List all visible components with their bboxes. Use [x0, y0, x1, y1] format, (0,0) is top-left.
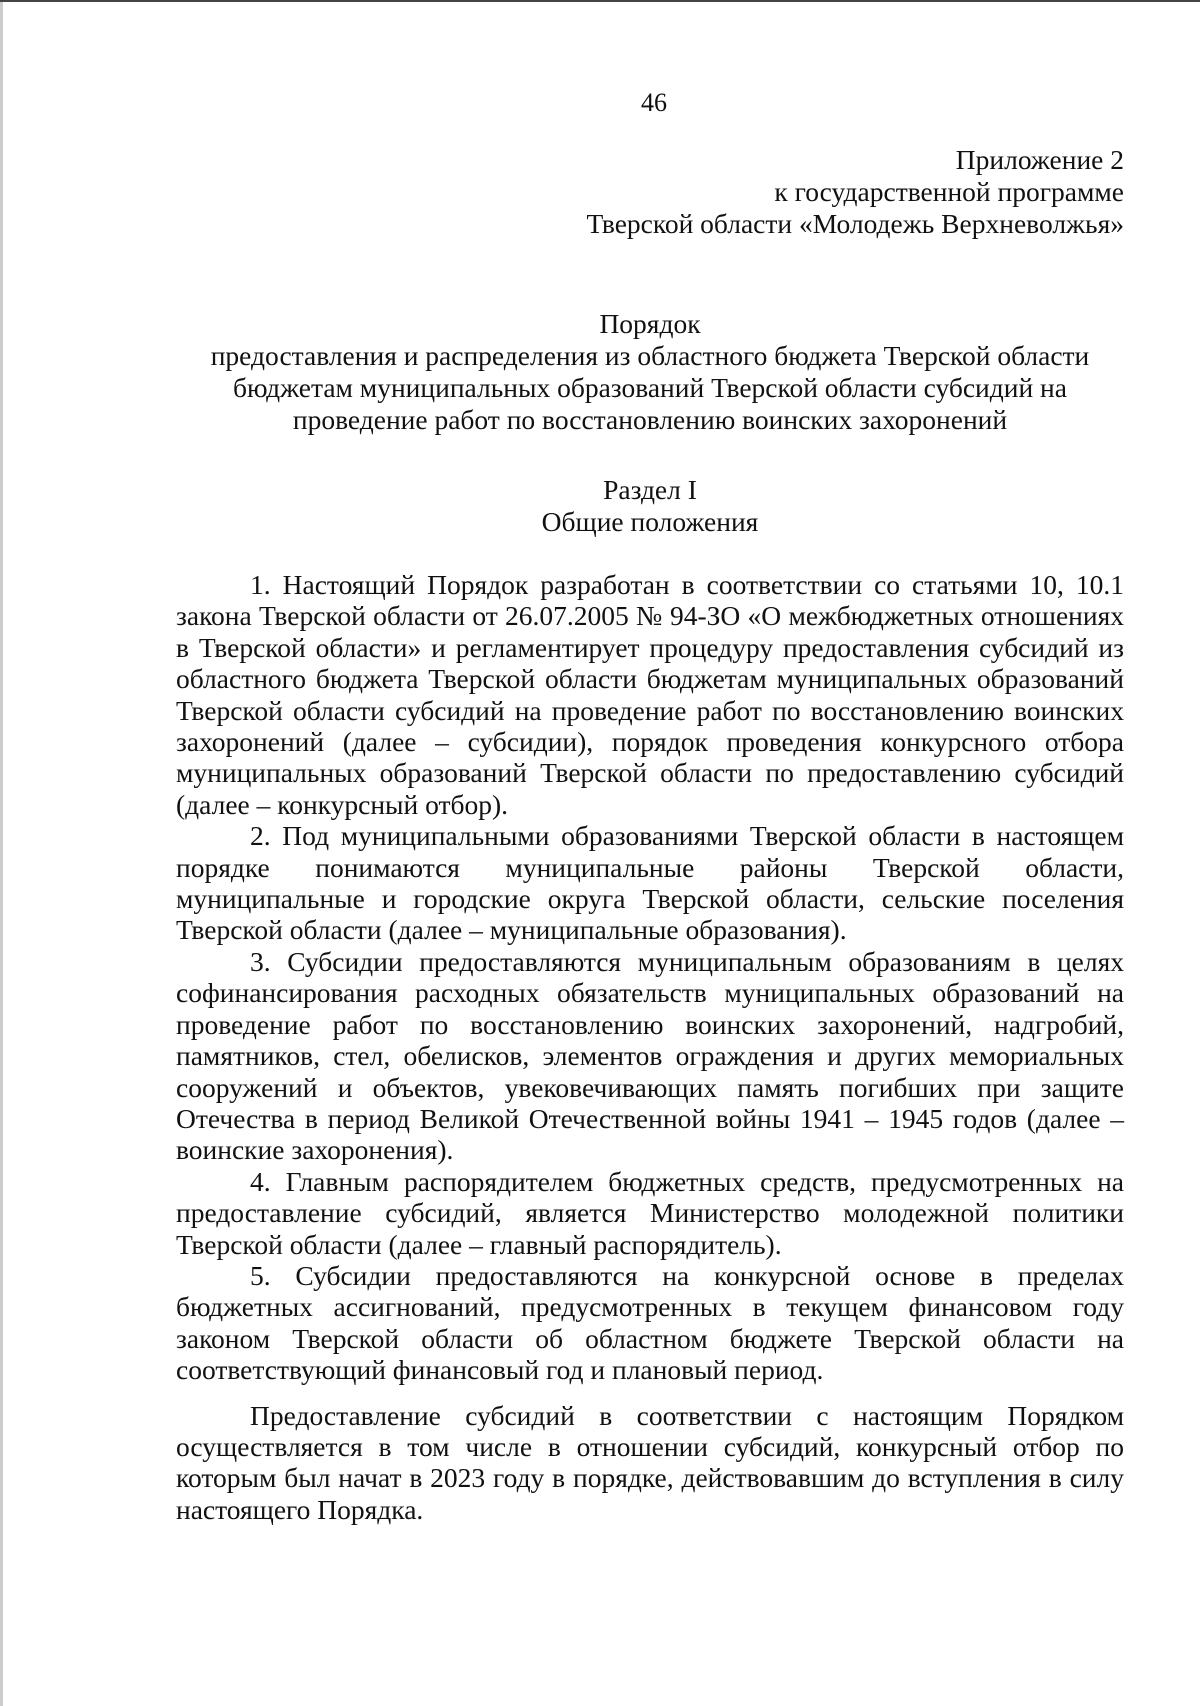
paragraph-2: 2. Под муниципальными образованиями Тверской области в настоящем порядке понимаются муниципальные районы Тверской области, муниципальные и городские округа Тверской области, сельские поселения Тверской области (далее – муниципальные образования). — [176, 820, 1124, 946]
section-name: Общие положения — [541, 506, 759, 537]
page-number: 46 — [641, 88, 667, 117]
title-line-4: проведение работ по восстановлению воинских захоронений — [292, 404, 1008, 435]
title-line-3: бюджетам муниципальных образований Тверской области субсидий на — [233, 372, 1067, 403]
paragraph-1: 1. Настоящий Порядок разработан в соответствии со статьями 10, 10.1 закона Тверской области от 26.07.2005 № 94-ЗО «О межбюджетных отношениях в Тверской области» и регламентирует процедуру предоставления субсидий из областного бюджета Тверской области бюджетам муниципальных образований Тверской области субсидий на проведение работ по восстановлению воинских захоронений (далее – субсидии), порядок проведения конкурсного отбора муниципальных образований Тверской области по предоставлению субсидий (далее – конкурсный отбор). — [176, 569, 1124, 820]
body-text — [176, 569, 1124, 1525]
appendix-header — [586, 144, 1124, 240]
paragraph-4: 4. Главным распорядителем бюджетных средств, предусмотренных на предоставление субсидий, является Министерство молодежной политики Тверской области (далее – главный распорядитель). — [176, 1165, 1124, 1260]
title-line-2: предоставления и распределения из областного бюджета Тверской области — [210, 340, 1090, 371]
paragraph-6: Предоставление субсидий в соответствии с настоящим Порядком осуществляется в том числе в отношении субсидий, конкурсный отбор по которым был начат в 2023 году в порядке, действовавшим до вступления в силу настоящего Порядка. — [176, 1399, 1124, 1525]
section-heading — [176, 474, 1124, 538]
scan-edge — [0, 2, 3, 1706]
appendix-line-1: Приложение 2 — [955, 144, 1124, 175]
paragraph-5: 5. Субсидии предоставляются на конкурсной основе в пределах бюджетных ассигнований, предусмотренных в текущем финансовом году законом Тверской области об областном бюджете Тверской области на соответствующий финансовый год и плановый период. — [176, 1259, 1124, 1386]
section-number: Раздел I — [603, 474, 697, 505]
appendix-line-2: к государственной программе — [774, 176, 1124, 207]
paragraph-3: 3. Субсидии предоставляются муниципальным образованиям в целях софинансирования расходных обязательств муниципальных образований на проведение работ по восстановлению воинских захоронений, надгробий, памятников, стел, обелисков, элементов ограждения и других мемориальных сооружений и объектов, увековечивающих память погибших при защите Отечества в период Великой Отечественной войны 1941 – 1945 годов (далее – воинские захоронения). — [176, 945, 1124, 1166]
document-title — [176, 308, 1124, 436]
title-line-1: Порядок — [599, 308, 701, 339]
appendix-line-3: Тверской области «Молодежь Верхневолжья» — [586, 208, 1124, 239]
